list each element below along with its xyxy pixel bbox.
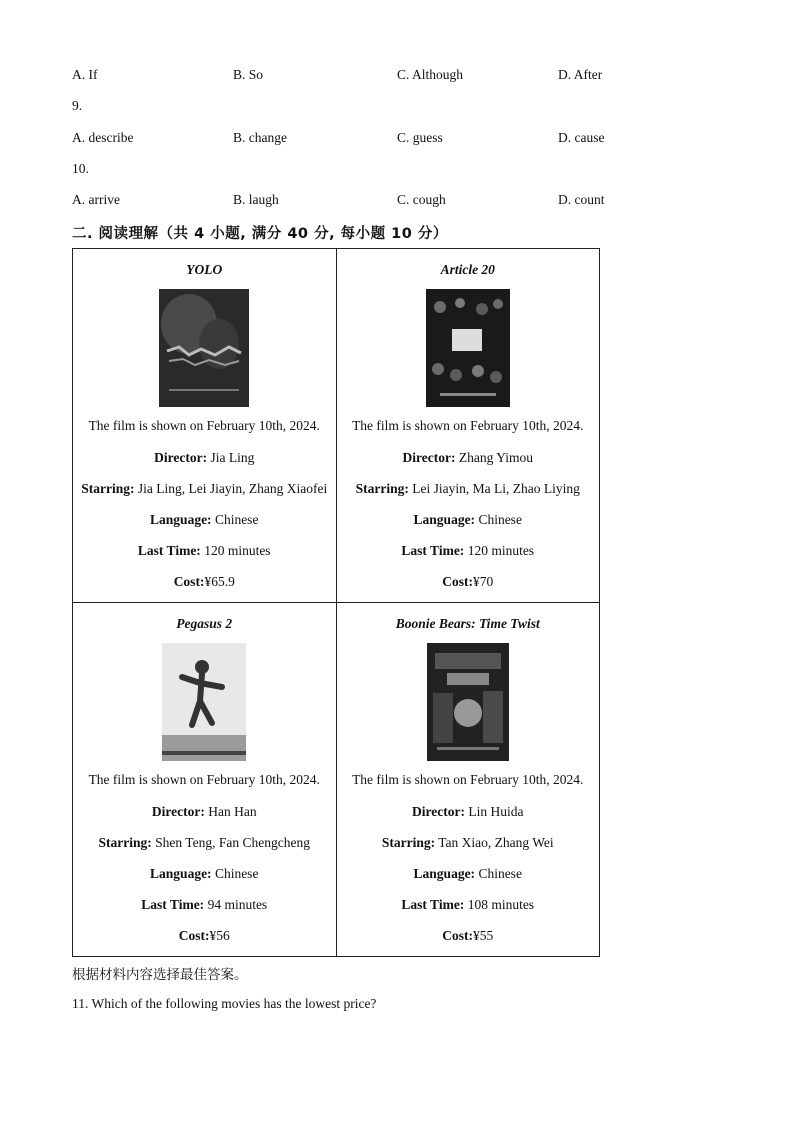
film-poster-image xyxy=(162,643,246,761)
director-label: Director: xyxy=(151,804,205,819)
director-label: Director: xyxy=(412,804,465,819)
film-director-row xyxy=(73,450,336,466)
film-last-time-row xyxy=(337,543,600,559)
q9-option-c: C. guess xyxy=(397,130,443,145)
last-time-label: Last Time: xyxy=(141,897,205,912)
q9-option-d: D. cause xyxy=(558,130,605,145)
film-title: Article 20 xyxy=(440,262,495,277)
language-label: Language: xyxy=(150,512,212,527)
film-shown-date: The film is shown on February 10th, 2024. xyxy=(352,772,584,787)
film-cost: ¥70 xyxy=(473,574,494,589)
film-cost: ¥56 xyxy=(209,928,230,943)
film-starring: Tan Xiao, Zhang Wei xyxy=(438,835,554,850)
director-label: Director: xyxy=(154,450,208,465)
film-title: YOLO xyxy=(186,262,223,277)
film-director-row xyxy=(337,804,600,820)
film-starring-row xyxy=(337,835,600,851)
director-label: Director: xyxy=(402,450,456,465)
q8-option-b: B. So xyxy=(233,67,264,82)
film-poster-image xyxy=(427,643,509,761)
film-table xyxy=(72,248,600,957)
film-poster-image xyxy=(426,289,510,407)
question-11: 11. Which of the following movies has the lowest price? xyxy=(72,996,377,1011)
starring-label: Starring: xyxy=(355,481,409,496)
film-last-time: 94 minutes xyxy=(207,897,268,912)
film-language-row xyxy=(337,512,600,528)
q9-option-b: B. change xyxy=(233,130,287,145)
film-last-time: 108 minutes xyxy=(467,897,535,912)
film-director-row xyxy=(337,450,600,466)
film-last-time-row xyxy=(73,543,336,559)
film-language-row xyxy=(337,866,600,882)
film-director: Zhang Yimou xyxy=(458,450,533,465)
film-starring: Shen Teng, Fan Chengcheng xyxy=(155,835,310,850)
film-last-time-row xyxy=(73,897,336,913)
film-director: Lin Huida xyxy=(468,804,524,819)
film-starring-row xyxy=(73,835,336,851)
last-time-label: Last Time: xyxy=(401,897,465,912)
film-director: Han Han xyxy=(208,804,257,819)
film-cost-row xyxy=(337,928,600,944)
cost-label: Cost: xyxy=(442,928,473,943)
film-language-row xyxy=(73,512,336,528)
film-cell-pegasus-2 xyxy=(73,603,337,957)
film-starring-row xyxy=(73,481,336,497)
film-language: Chinese xyxy=(214,866,259,881)
film-starring: Jia Ling, Lei Jiayin, Zhang Xiaofei xyxy=(137,481,328,496)
film-last-time: 120 minutes xyxy=(467,543,535,558)
film-cost: ¥55 xyxy=(473,928,494,943)
film-cell-article-20 xyxy=(336,249,600,603)
film-cost-row xyxy=(337,574,600,590)
q8-option-c: C. Although xyxy=(397,67,464,82)
film-director: Jia Ling xyxy=(210,450,255,465)
film-shown-date: The film is shown on February 10th, 2024. xyxy=(352,418,584,433)
starring-label: Starring: xyxy=(98,835,152,850)
film-title: Pegasus 2 xyxy=(176,616,233,631)
film-cell-yolo xyxy=(73,249,337,603)
film-starring-row xyxy=(337,481,600,497)
film-shown-date: The film is shown on February 10th, 2024. xyxy=(88,418,320,433)
q10-options xyxy=(72,192,632,212)
film-title: Boonie Bears: Time Twist xyxy=(395,616,540,631)
film-cost-row xyxy=(73,574,336,590)
film-language: Chinese xyxy=(478,866,522,881)
film-poster-image xyxy=(159,289,249,407)
q10-number: 10. xyxy=(72,161,89,176)
last-time-label: Last Time: xyxy=(401,543,465,558)
q8-option-a: A. If xyxy=(72,67,98,82)
section-title: 二. 阅读理解（共 4 小题, 满分 40 分, 每小题 10 分） xyxy=(72,226,448,242)
film-last-time: 120 minutes xyxy=(204,543,271,558)
cost-label: Cost: xyxy=(442,574,473,589)
starring-label: Starring: xyxy=(81,481,135,496)
film-cost-row xyxy=(73,928,336,944)
q9-number: 9. xyxy=(72,98,83,113)
cost-label: Cost: xyxy=(173,574,205,589)
q10-option-a: A. arrive xyxy=(72,192,120,207)
language-label: Language: xyxy=(413,866,476,881)
film-cost: ¥65.9 xyxy=(204,574,235,589)
q8-options xyxy=(72,67,632,87)
language-label: Language: xyxy=(150,866,212,881)
language-label: Language: xyxy=(413,512,476,527)
q10-option-b: B. laugh xyxy=(233,192,279,207)
film-director-row xyxy=(73,804,336,820)
film-language-row xyxy=(73,866,336,882)
q9-options xyxy=(72,130,632,150)
film-language: Chinese xyxy=(214,512,259,527)
q10-option-d: D. count xyxy=(558,192,605,207)
q10-option-c: C. cough xyxy=(397,192,446,207)
q8-option-d: D. After xyxy=(558,67,603,82)
cost-label: Cost: xyxy=(178,928,210,943)
film-starring: Lei Jiayin, Ma Li, Zhao Liying xyxy=(412,481,580,496)
film-last-time-row xyxy=(337,897,600,913)
q9-option-a: A. describe xyxy=(72,130,134,145)
film-language: Chinese xyxy=(478,512,522,527)
last-time-label: Last Time: xyxy=(137,543,201,558)
starring-label: Starring: xyxy=(381,835,436,850)
film-shown-date: The film is shown on February 10th, 2024. xyxy=(88,772,320,787)
instruction-text: 根据材料内容选择最佳答案。 xyxy=(72,967,248,983)
film-cell-boonie-bears xyxy=(336,603,600,957)
